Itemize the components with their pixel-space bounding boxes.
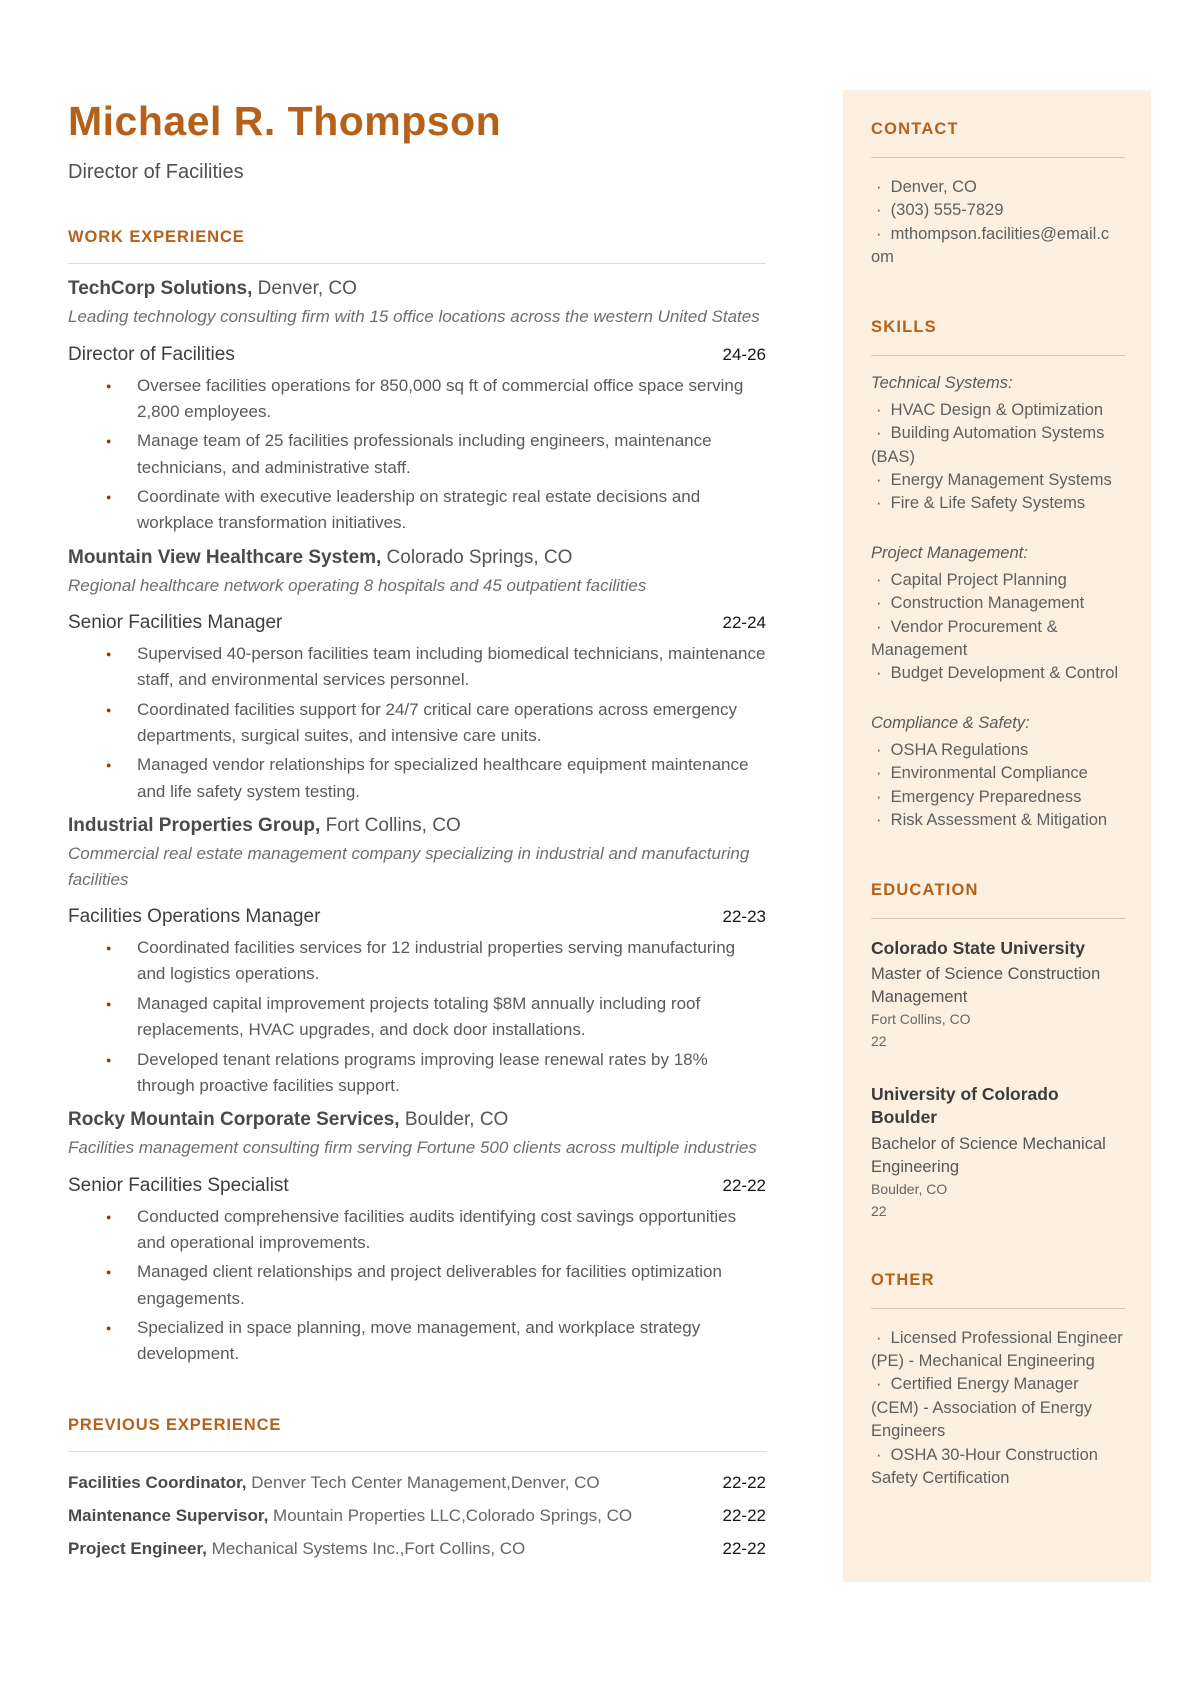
- job-bullet-list: [68, 935, 766, 1099]
- skill-group: [871, 714, 1125, 833]
- job-bullet: ● Coordinated facilities support for 24/7 critical care operations across emergency departments, surgical suites, and intensive care units.: [68, 697, 766, 750]
- sidebar-panel: [843, 90, 1151, 1582]
- skill-item: · Environmental Compliance: [871, 762, 1125, 785]
- company-name: Industrial Properties Group,: [68, 815, 321, 837]
- school-location: Boulder, CO: [871, 1181, 948, 1198]
- job-bullet: ● Managed client relationships and project deliverables for facilities optimization engagements.: [68, 1259, 766, 1312]
- previous-entry-text: [68, 1499, 632, 1532]
- company-line: [68, 547, 766, 569]
- job-title-row: [68, 612, 766, 634]
- contact-list: [871, 176, 1113, 270]
- job-bullet: ● Supervised 40-person facilities team including biomedical technicians, maintenance staff, and environmental services personnel.: [68, 641, 766, 694]
- skill-item: · Construction Management: [871, 592, 1125, 615]
- job-bullet-list: [68, 373, 766, 537]
- skill-item: · Budget Development & Control: [871, 662, 1125, 685]
- section-divider: [68, 263, 766, 264]
- previous-entry-company: Denver Tech Center Management,Denver, CO: [251, 1472, 600, 1492]
- section-divider: [68, 1451, 766, 1452]
- sidebar-divider: [871, 918, 1125, 919]
- previous-entry-title: Maintenance Supervisor,: [68, 1505, 269, 1525]
- company-description: Commercial real estate management company specializing in industrial and manufacturing facilities: [68, 844, 750, 889]
- school-degree: Bachelor of Science Mechanical Engineering: [871, 1135, 1106, 1177]
- company-location: Colorado Springs, CO: [386, 546, 573, 568]
- school-degree: Master of Science Construction Management: [871, 965, 1101, 1007]
- previous-entry: [68, 1532, 766, 1565]
- job-bullet-list: [68, 1204, 766, 1368]
- job-dates: 22-24: [722, 613, 766, 633]
- job-bullet: ● Oversee facilities operations for 850,000 sq ft of commercial office space serving 2,800 employees.: [68, 373, 766, 426]
- contact-phone: · (303) 555-7829: [871, 199, 1113, 222]
- contact-location: · Denver, CO: [871, 176, 1113, 199]
- previous-experience-heading: PREVIOUS EXPERIENCE: [68, 1415, 282, 1434]
- previous-entry-company: Mechanical Systems Inc.,Fort Collins, CO: [211, 1539, 526, 1559]
- contact-email: · mthompson.facilities@email.com: [871, 223, 1113, 270]
- skill-item: · Emergency Preparedness: [871, 786, 1125, 809]
- job-bullet: ● Managed vendor relationships for specialized healthcare equipment maintenance and life safety system testing.: [68, 752, 766, 805]
- company-location: Fort Collins, CO: [325, 815, 461, 837]
- school-name: Colorado State University: [871, 937, 1085, 958]
- skill-group-label: Technical Systems:: [871, 373, 1013, 392]
- company-description: Leading technology consulting firm with 15 office locations across the western United States: [68, 307, 760, 326]
- job-dates: 24-26: [722, 344, 766, 364]
- job-title: Facilities Operations Manager: [68, 906, 321, 928]
- job-entry: [68, 278, 766, 537]
- job-bullet-list: [68, 641, 766, 805]
- job-entry: [68, 815, 766, 1099]
- company-line: [68, 1109, 766, 1131]
- company-name: Rocky Mountain Corporate Services,: [68, 1109, 400, 1131]
- company-name: Mountain View Healthcare System,: [68, 546, 382, 568]
- contact-heading: CONTACT: [871, 120, 959, 138]
- company-description: Facilities management consulting firm serving Fortune 500 clients across multiple industries: [68, 1138, 757, 1158]
- job-entry: [68, 1109, 766, 1368]
- job-bullet: ● Conducted comprehensive facilities audits identifying cost savings opportunities and operational improvements.: [68, 1204, 766, 1257]
- school-name: University of Colorado Boulder: [871, 1083, 1059, 1128]
- other-heading: OTHER: [871, 1270, 935, 1289]
- certification-item: · OSHA 30-Hour Construction Safety Certification: [871, 1444, 1125, 1491]
- company-location: Denver, CO: [257, 278, 357, 299]
- job-title-row: [68, 1175, 766, 1197]
- sidebar-divider: [871, 157, 1125, 158]
- job-bullet: ● Specialized in space planning, move management, and workplace strategy development.: [68, 1315, 766, 1368]
- skills-heading: SKILLS: [871, 317, 937, 336]
- skill-item: · Fire & Life Safety Systems: [871, 492, 1125, 515]
- person-job-title: Director of Facilities: [68, 161, 244, 183]
- skill-item: · Risk Assessment & Mitigation: [871, 809, 1125, 832]
- skill-group: [871, 544, 1125, 686]
- job-bullet: ● Manage team of 25 facilities professionals including engineers, maintenance technicians, and administrative staff.: [68, 428, 766, 481]
- job-bullet: ● Managed capital improvement projects totaling $8M annually including roof replacements, HVAC upgrades, and dock door installations.: [68, 991, 766, 1044]
- company-location: Boulder, CO: [404, 1109, 509, 1131]
- skill-group-label: Project Management:: [871, 543, 1028, 562]
- previous-entry-dates: 22-22: [722, 1505, 766, 1525]
- work-experience-heading: WORK EXPERIENCE: [68, 228, 245, 246]
- skill-group-label: Compliance & Safety:: [871, 713, 1030, 732]
- job-entry: [68, 547, 766, 806]
- skill-item: · Vendor Procurement & Management: [871, 616, 1125, 663]
- skill-item: · Capital Project Planning: [871, 569, 1125, 592]
- job-title-row: [68, 344, 766, 366]
- previous-entry-text: [68, 1466, 600, 1499]
- previous-experience-list: [68, 1466, 766, 1565]
- job-title-row: [68, 906, 766, 928]
- main-column: [68, 98, 766, 1565]
- job-title: Director of Facilities: [68, 343, 235, 365]
- company-name: TechCorp Solutions,: [68, 278, 253, 299]
- previous-entry: [68, 1499, 766, 1532]
- education-entry: [871, 1083, 1125, 1223]
- previous-entry-company: Mountain Properties LLC,Colorado Springs, CO: [273, 1505, 633, 1525]
- job-bullet: ● Developed tenant relations programs improving lease renewal rates by 18% through proactive facilities support.: [68, 1047, 766, 1100]
- certification-item: · Certified Energy Manager (CEM) - Association of Energy Engineers: [871, 1373, 1125, 1443]
- previous-entry-text: [68, 1532, 525, 1565]
- school-year: 22: [871, 1202, 887, 1219]
- skill-group: [871, 374, 1125, 516]
- previous-entry-title: Project Engineer,: [68, 1539, 207, 1559]
- job-dates: 22-23: [722, 907, 766, 927]
- certification-item: · Licensed Professional Engineer (PE) - Mechanical Engineering: [871, 1327, 1125, 1374]
- skill-item: · Building Automation Systems (BAS): [871, 422, 1125, 469]
- previous-entry-title: Facilities Coordinator,: [68, 1472, 247, 1492]
- sidebar-divider: [871, 1308, 1125, 1309]
- job-bullet: ● Coordinated facilities services for 12 industrial properties serving manufacturing and logistics operations.: [68, 935, 766, 988]
- previous-entry: [68, 1466, 766, 1499]
- job-bullet: ● Coordinate with executive leadership on strategic real estate decisions and workplace transformation initiatives.: [68, 484, 766, 537]
- job-title: Senior Facilities Specialist: [68, 1174, 289, 1196]
- skill-item: · HVAC Design & Optimization: [871, 399, 1125, 422]
- education-heading: EDUCATION: [871, 880, 979, 899]
- skill-item: · Energy Management Systems: [871, 469, 1125, 492]
- job-title: Senior Facilities Manager: [68, 612, 283, 634]
- person-name: Michael R. Thompson: [68, 98, 502, 144]
- job-dates: 22-22: [722, 1175, 766, 1195]
- education-entry: [871, 937, 1125, 1053]
- company-line: [68, 278, 766, 300]
- skill-item: · OSHA Regulations: [871, 739, 1125, 762]
- sidebar-divider: [871, 355, 1125, 356]
- company-description: Regional healthcare network operating 8 hospitals and 45 outpatient facilities: [68, 575, 647, 595]
- school-location: Fort Collins, CO: [871, 1011, 971, 1028]
- school-year: 22: [871, 1033, 887, 1050]
- previous-entry-dates: 22-22: [722, 1472, 766, 1492]
- company-line: [68, 815, 766, 837]
- previous-entry-dates: 22-22: [722, 1539, 766, 1559]
